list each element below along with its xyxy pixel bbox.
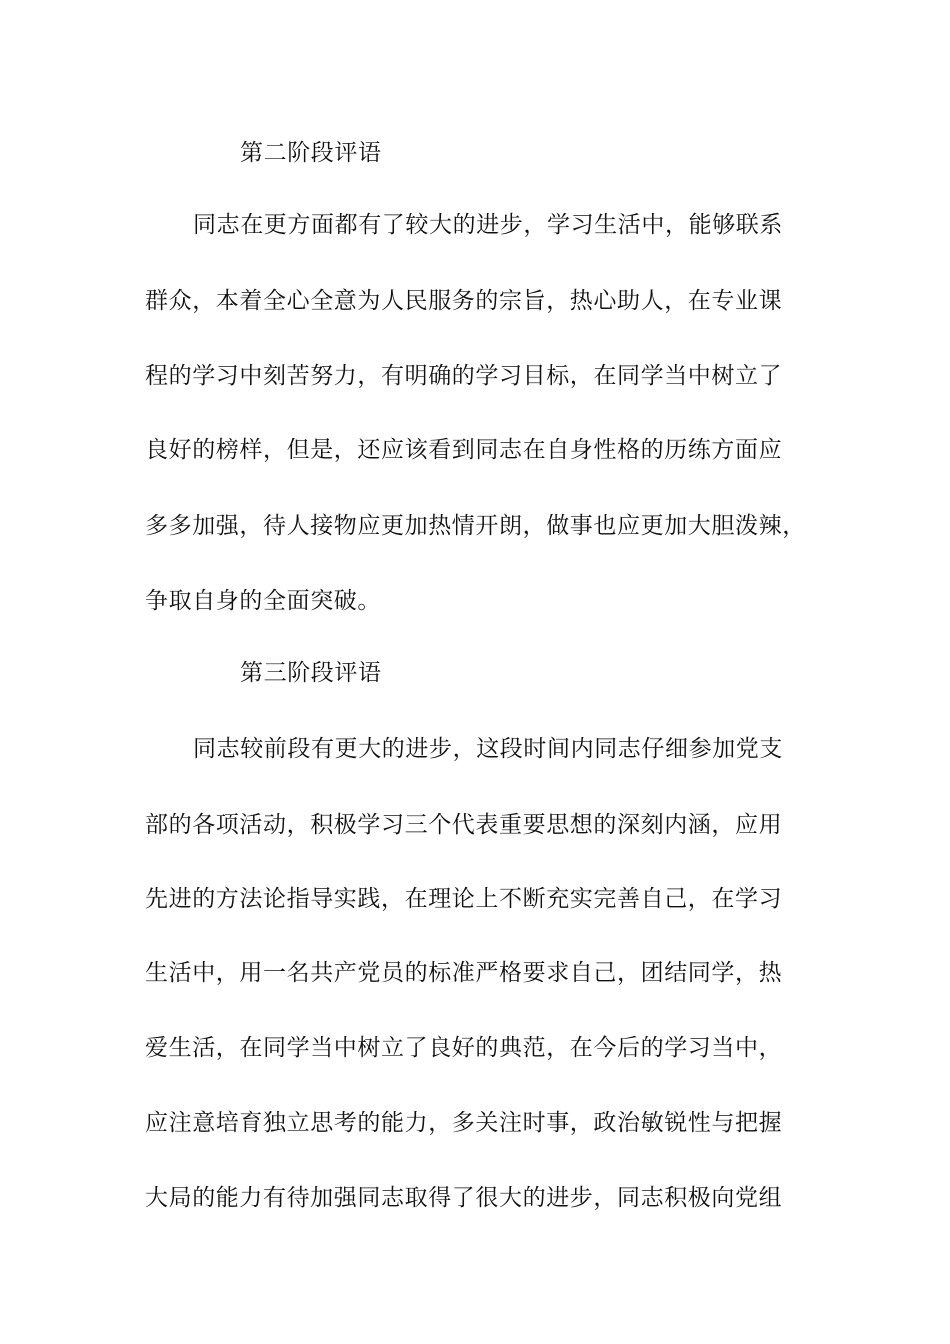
paragraph-line: 大局的能力有待加强同志取得了很大的进步，同志积极向党组 [145, 1185, 783, 1211]
paragraph-line: 先进的方法论指导实践，在理论上不断充实完善自己，在学习 [145, 886, 783, 912]
paragraph-line: 群众，本着全心全意为人民服务的宗旨，热心助人，在专业课 [145, 288, 783, 314]
paragraph-line: 争取自身的全面突破。 [145, 588, 381, 614]
paragraph-line: 同志在更方面都有了较大的进步，学习生活中，能够联系 [193, 212, 783, 238]
section-heading: 第三阶段评语 [240, 660, 382, 686]
paragraph-line: 良好的榜样，但是，还应该看到同志在自身性格的历练方面应 [145, 437, 783, 463]
paragraph-line: 程的学习中刻苦努力，有明确的学习目标，在同学当中树立了 [145, 363, 783, 389]
paragraph-line: 生活中，用一名共产党员的标准严格要求自己，团结同学，热 [145, 960, 783, 986]
paragraph-line: 爱生活，在同学当中树立了良好的典范，在今后的学习当中， [145, 1035, 783, 1061]
paragraph-line: 同志较前段有更大的进步，这段时间内同志仔细参加党支 [193, 736, 783, 762]
section-heading: 第二阶段评语 [240, 140, 382, 166]
paragraph-line: 部的各项活动，积极学习三个代表重要思想的深刻内涵，应用 [145, 812, 783, 838]
paragraph-line: 应注意培育独立思考的能力，多关注时事，政治敏锐性与把握 [145, 1110, 783, 1136]
paragraph-line: 多多加强，待人接物应更加热情开朗，做事也应更加大胆泼辣， [145, 513, 806, 539]
